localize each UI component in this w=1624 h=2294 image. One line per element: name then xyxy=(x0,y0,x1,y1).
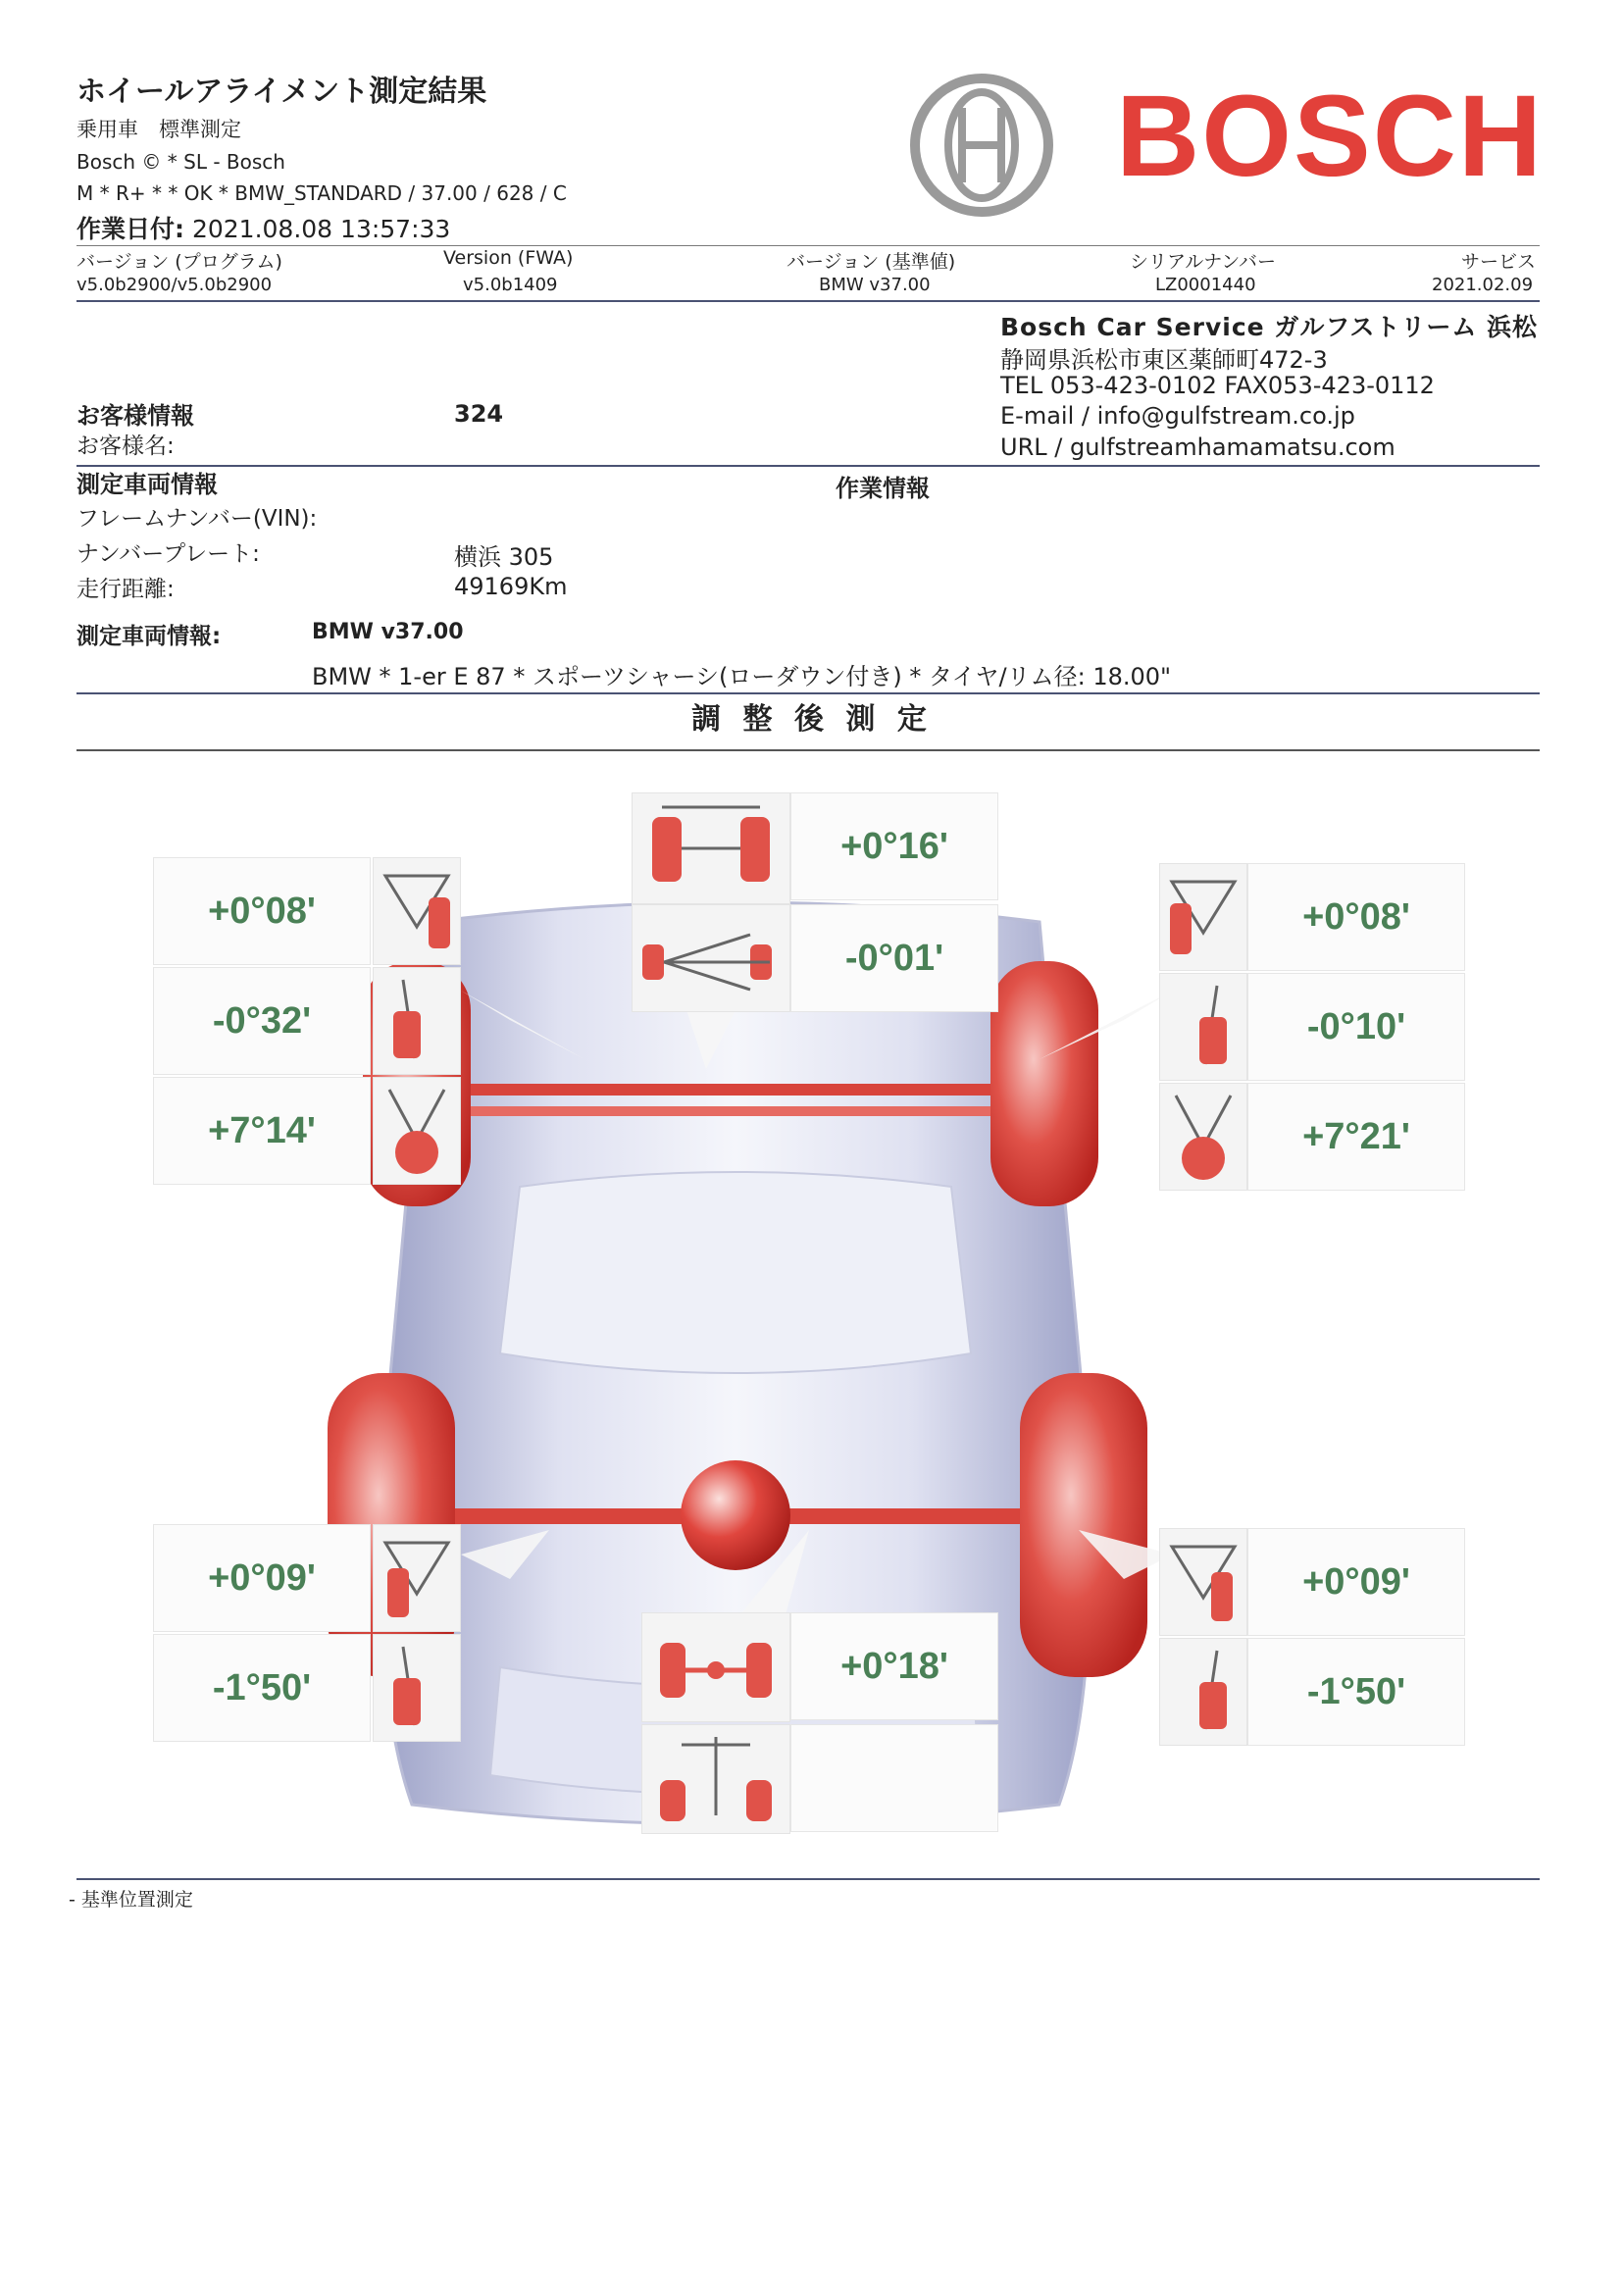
dealer-url: URL / gulfstreamhamamatsu.com xyxy=(1000,433,1396,461)
front-total-toe-value: +0°16' xyxy=(790,792,998,900)
dealer-address: 静岡県浜松市東区薬師町472-3 xyxy=(1000,346,1328,374)
dealer-phone: TEL 053-423-0102 FAX053-423-0112 xyxy=(1000,372,1435,399)
version-base-value: BMW v37.00 xyxy=(819,275,931,295)
rear-thrust-value xyxy=(790,1724,998,1832)
vehicle-database: BMW v37.00 xyxy=(312,620,464,644)
bosch-wordmark: BOSCH xyxy=(1116,72,1545,201)
customer-id: 324 xyxy=(454,400,504,428)
vehicle-info-label: 測定車両情報: xyxy=(76,624,222,649)
total-toe-icon xyxy=(632,792,790,904)
mileage-value: 49169Km xyxy=(454,573,568,600)
dealer-name: Bosch Car Service ガルフストリーム 浜松 xyxy=(1000,313,1539,341)
footer-note: - 基準位置測定 xyxy=(69,1889,193,1911)
report-title: ホイールアライメント測定結果 xyxy=(76,75,487,109)
toe-icon xyxy=(373,857,461,965)
rear-left-toe-value: +0°09' xyxy=(153,1524,371,1632)
plate-label: ナンバープレート: xyxy=(76,541,260,567)
vehicle-description: BMW * 1-er E 87 * スポーツシャーシ(ローダウン付き) * タイヤ/リム径: 18.00" xyxy=(312,663,1172,690)
section-title: 調 整 後 測 定 xyxy=(691,702,933,737)
plate-value: 横浜 305 xyxy=(454,543,554,571)
vehicle-class-line: 乗用車 標準測定 xyxy=(76,118,241,141)
front-left-caster-value: +7°14' xyxy=(153,1077,371,1185)
software-line: Bosch © * SL - Bosch xyxy=(76,150,285,174)
service-label: サービス xyxy=(1461,251,1537,273)
setback-icon xyxy=(632,904,790,1012)
rear-left-camber-value: -1°50' xyxy=(153,1634,371,1742)
camber-icon xyxy=(1159,973,1247,1081)
work-info-label: 作業情報 xyxy=(836,475,930,502)
front-right-toe-value: +0°08' xyxy=(1247,863,1465,971)
work-date-value: 2021.08.08 13:57:33 xyxy=(191,215,451,243)
serial-label: シリアルナンバー xyxy=(1130,251,1276,273)
work-date-label: 作業日付: xyxy=(76,215,184,243)
mileage-label: 走行距離: xyxy=(76,577,175,602)
front-left-toe-value: +0°08' xyxy=(153,857,371,965)
vin-label: フレームナンバー(VIN): xyxy=(76,506,318,532)
thrust-angle-icon xyxy=(641,1724,790,1834)
divider xyxy=(76,1878,1540,1880)
camber-icon xyxy=(373,1634,461,1742)
standard-line: M * R+ * * OK * BMW_STANDARD / 37.00 / 628 / C xyxy=(76,181,567,205)
caster-icon xyxy=(1159,1083,1247,1191)
version-program-label: バージョン (プログラム) xyxy=(76,251,282,273)
version-program-value: v5.0b2900/v5.0b2900 xyxy=(76,275,273,295)
version-fwa-value: v5.0b1409 xyxy=(463,275,558,295)
serial-value: LZ0001440 xyxy=(1155,275,1256,295)
camber-icon xyxy=(1159,1638,1247,1746)
rear-right-camber-value: -1°50' xyxy=(1247,1638,1465,1746)
dealer-email: E-mail / info@gulfstream.co.jp xyxy=(1000,402,1355,430)
rear-total-toe-icon xyxy=(641,1612,790,1722)
rear-total-toe-value: +0°18' xyxy=(790,1612,998,1720)
customer-name-label: お客様名: xyxy=(76,433,175,459)
caster-icon xyxy=(373,1077,461,1185)
toe-icon xyxy=(1159,1528,1247,1636)
customer-section-label: お客様情報 xyxy=(76,402,194,430)
rear-right-toe-value: +0°09' xyxy=(1247,1528,1465,1636)
toe-icon xyxy=(1159,863,1247,971)
toe-icon xyxy=(373,1524,461,1632)
version-fwa-label: Version (FWA) xyxy=(443,247,574,269)
front-setback-value: -0°01' xyxy=(790,904,998,1012)
front-right-camber-value: -0°10' xyxy=(1247,973,1465,1081)
version-base-label: バージョン (基準値) xyxy=(787,251,956,273)
service-value: 2021.02.09 xyxy=(1432,275,1534,295)
vehicle-section-label: 測定車両情報 xyxy=(76,471,218,498)
front-right-caster-value: +7°21' xyxy=(1247,1083,1465,1191)
front-left-camber-value: -0°32' xyxy=(153,967,371,1075)
camber-icon xyxy=(373,967,461,1075)
